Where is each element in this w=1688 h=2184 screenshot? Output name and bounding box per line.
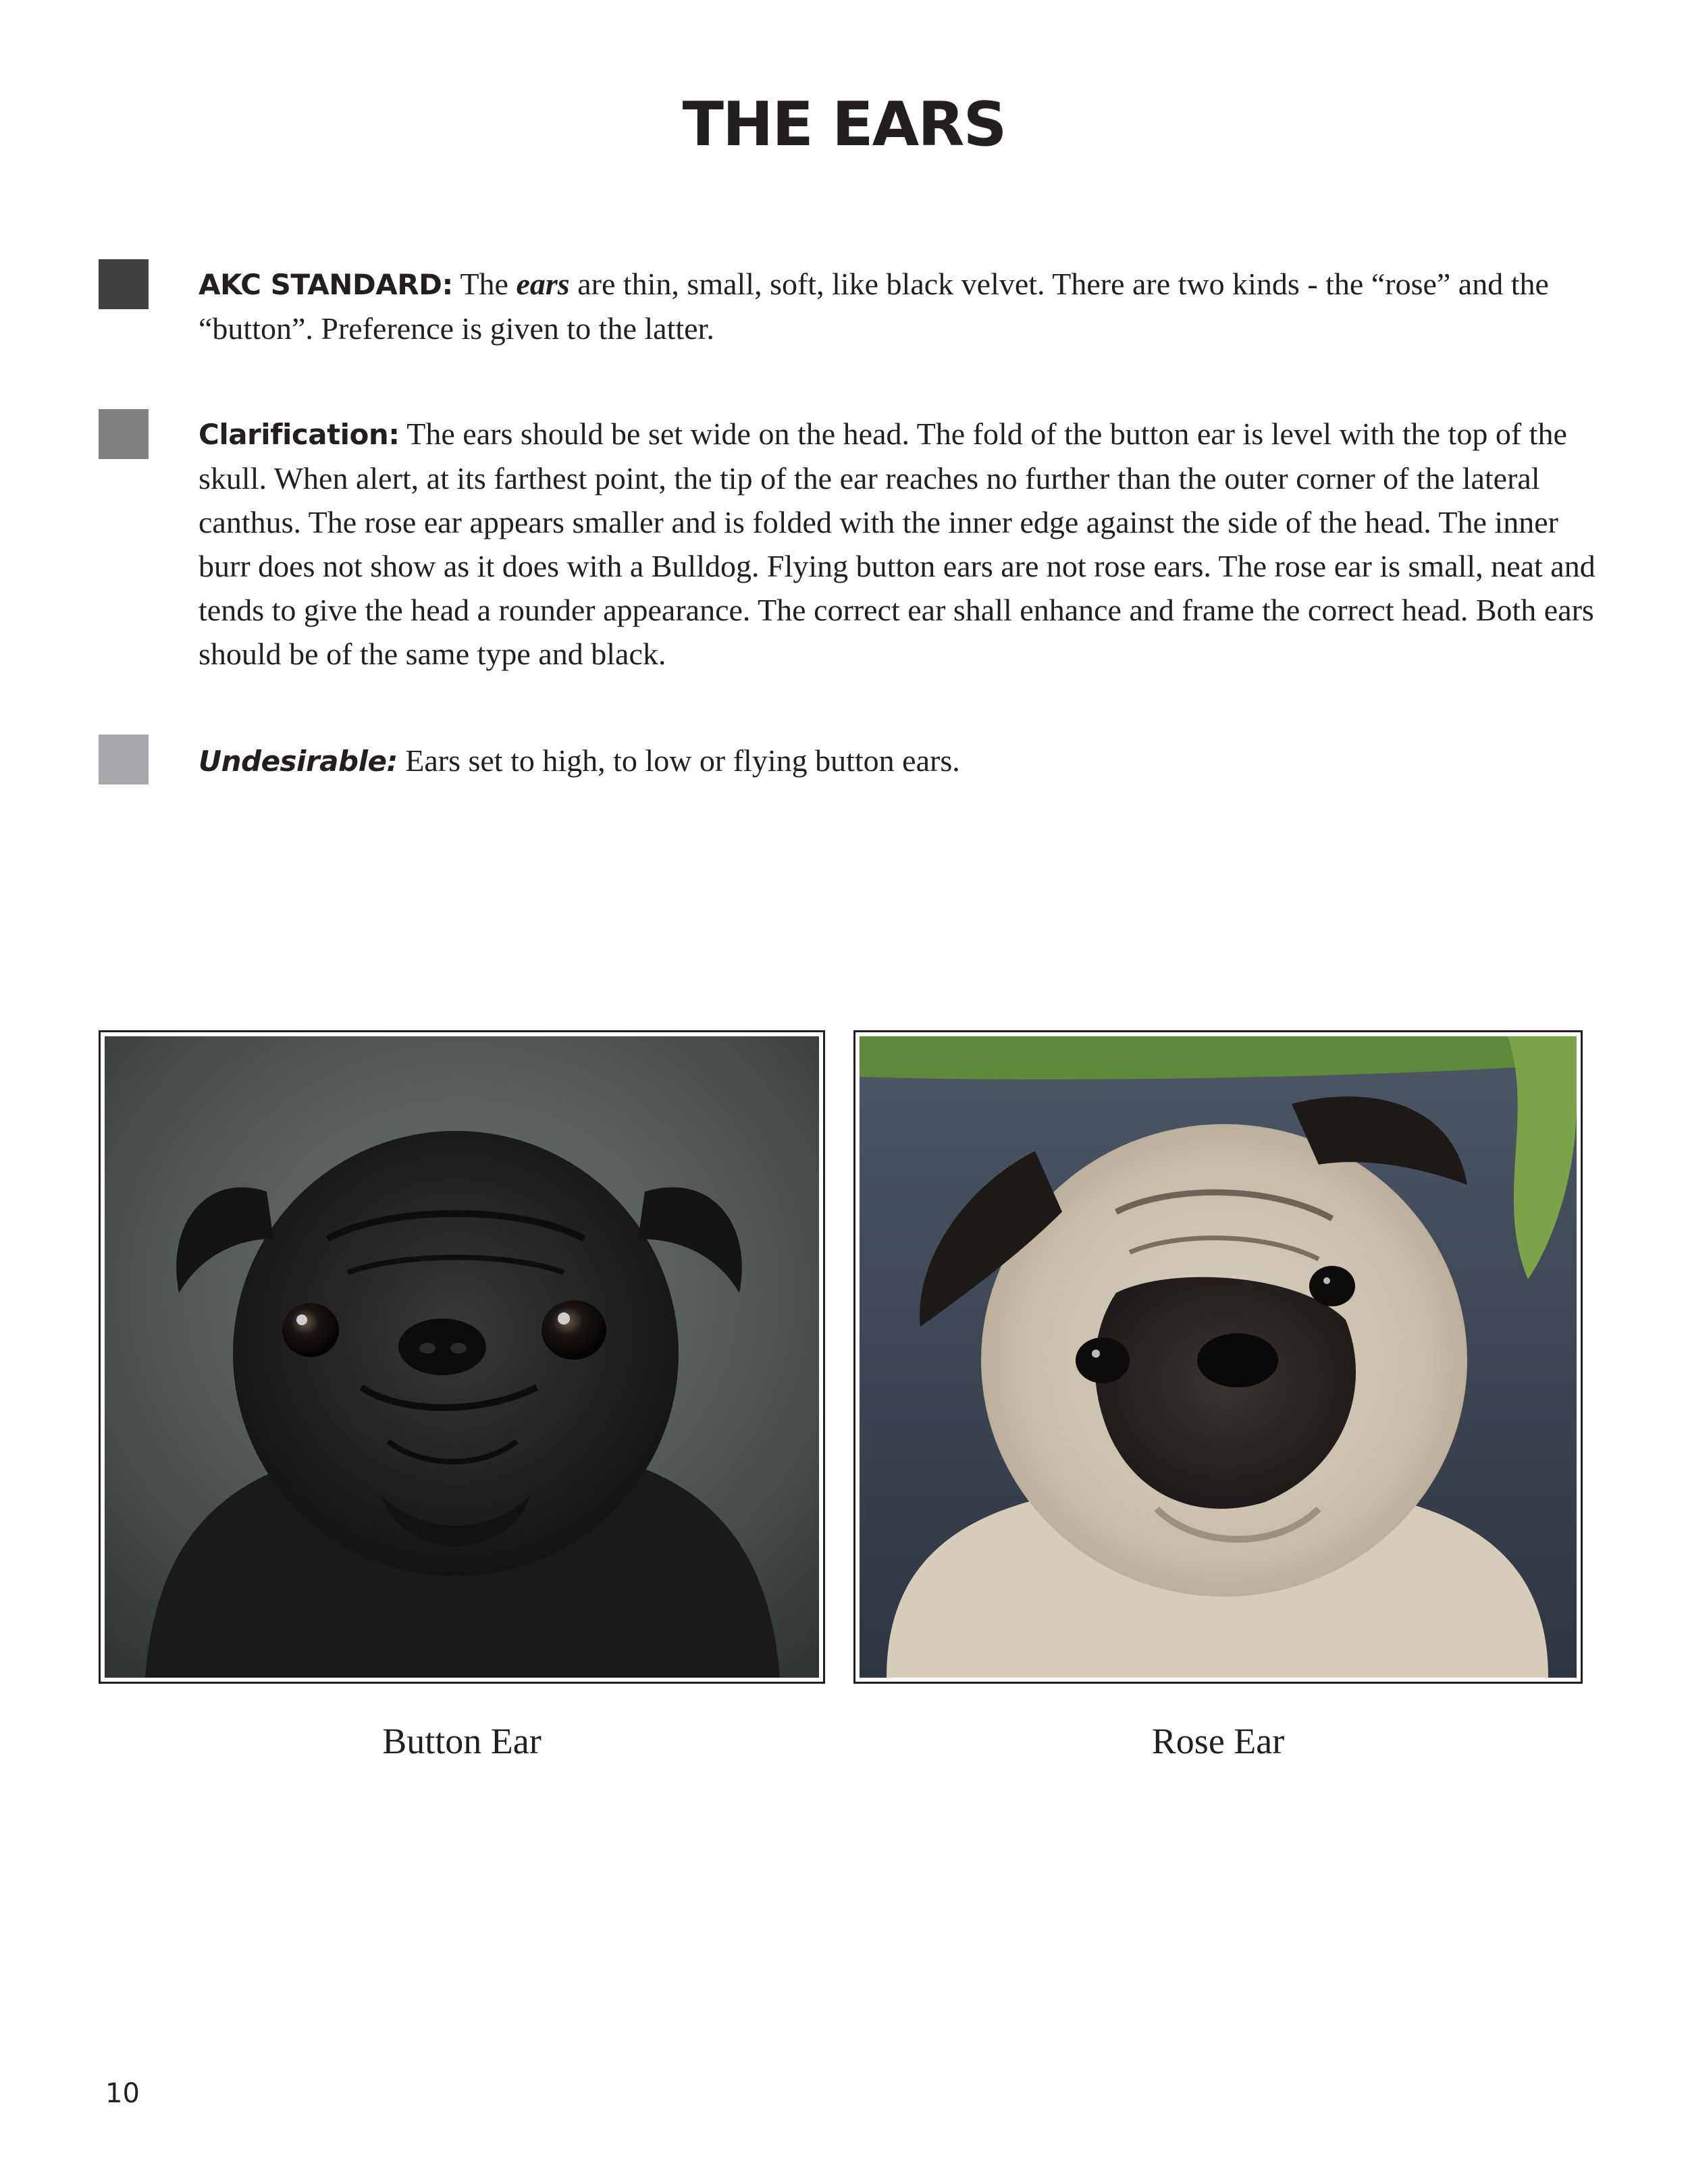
button-ear-caption: Button Ear [382,1721,542,1761]
button-ear-photo-frame [99,1030,825,1684]
clarification-text [199,412,1603,676]
page-title: THE EARS [682,89,1006,160]
akc-standard-emphasis: ears [516,267,570,301]
undesirable-marker [99,735,149,784]
akc-standard-marker [99,259,149,309]
rose-ear-caption: Rose Ear [1151,1721,1285,1761]
clarification-body: The ears should be set wide on the head. The fold of the button ear is level with the top of the skull. When alert, at its farthest point, the tip of the ear reaches no further than the outer corner of the lateral canthus. The rose ear appears smaller and is folded with the inner edge against the side of the head. The inner burr does not show as it does with a Bulldog. Flying button ears are not rose ears. The rose ear is small, neat and tends to give the head a rounder appearance. The correct ear shall enhance and frame the correct head. Both ears should be of the same type and black. [199,417,1595,671]
undesirable-text [199,739,1603,783]
akc-standard-text [199,262,1603,350]
clarification-marker [99,409,149,459]
clarification-label: Clarification: [199,418,400,451]
rose-ear-photo-frame [853,1030,1583,1684]
undesirable-body: Ears set to high, to low or flying button ears. [397,743,960,778]
akc-standard-label: AKC STANDARD: [199,268,453,301]
rose-ear-photo [860,1036,1577,1678]
akc-standard-text-before: The [452,267,517,301]
button-ear-photo [105,1036,819,1678]
page-number: 10 [105,2078,140,2109]
undesirable-label: Undesirable: [199,745,398,778]
akc-standard-text-after: are thin, small, soft, like black velvet. There are two kinds - the “rose” and the “button”. Preference is given to the latter. [199,267,1549,346]
